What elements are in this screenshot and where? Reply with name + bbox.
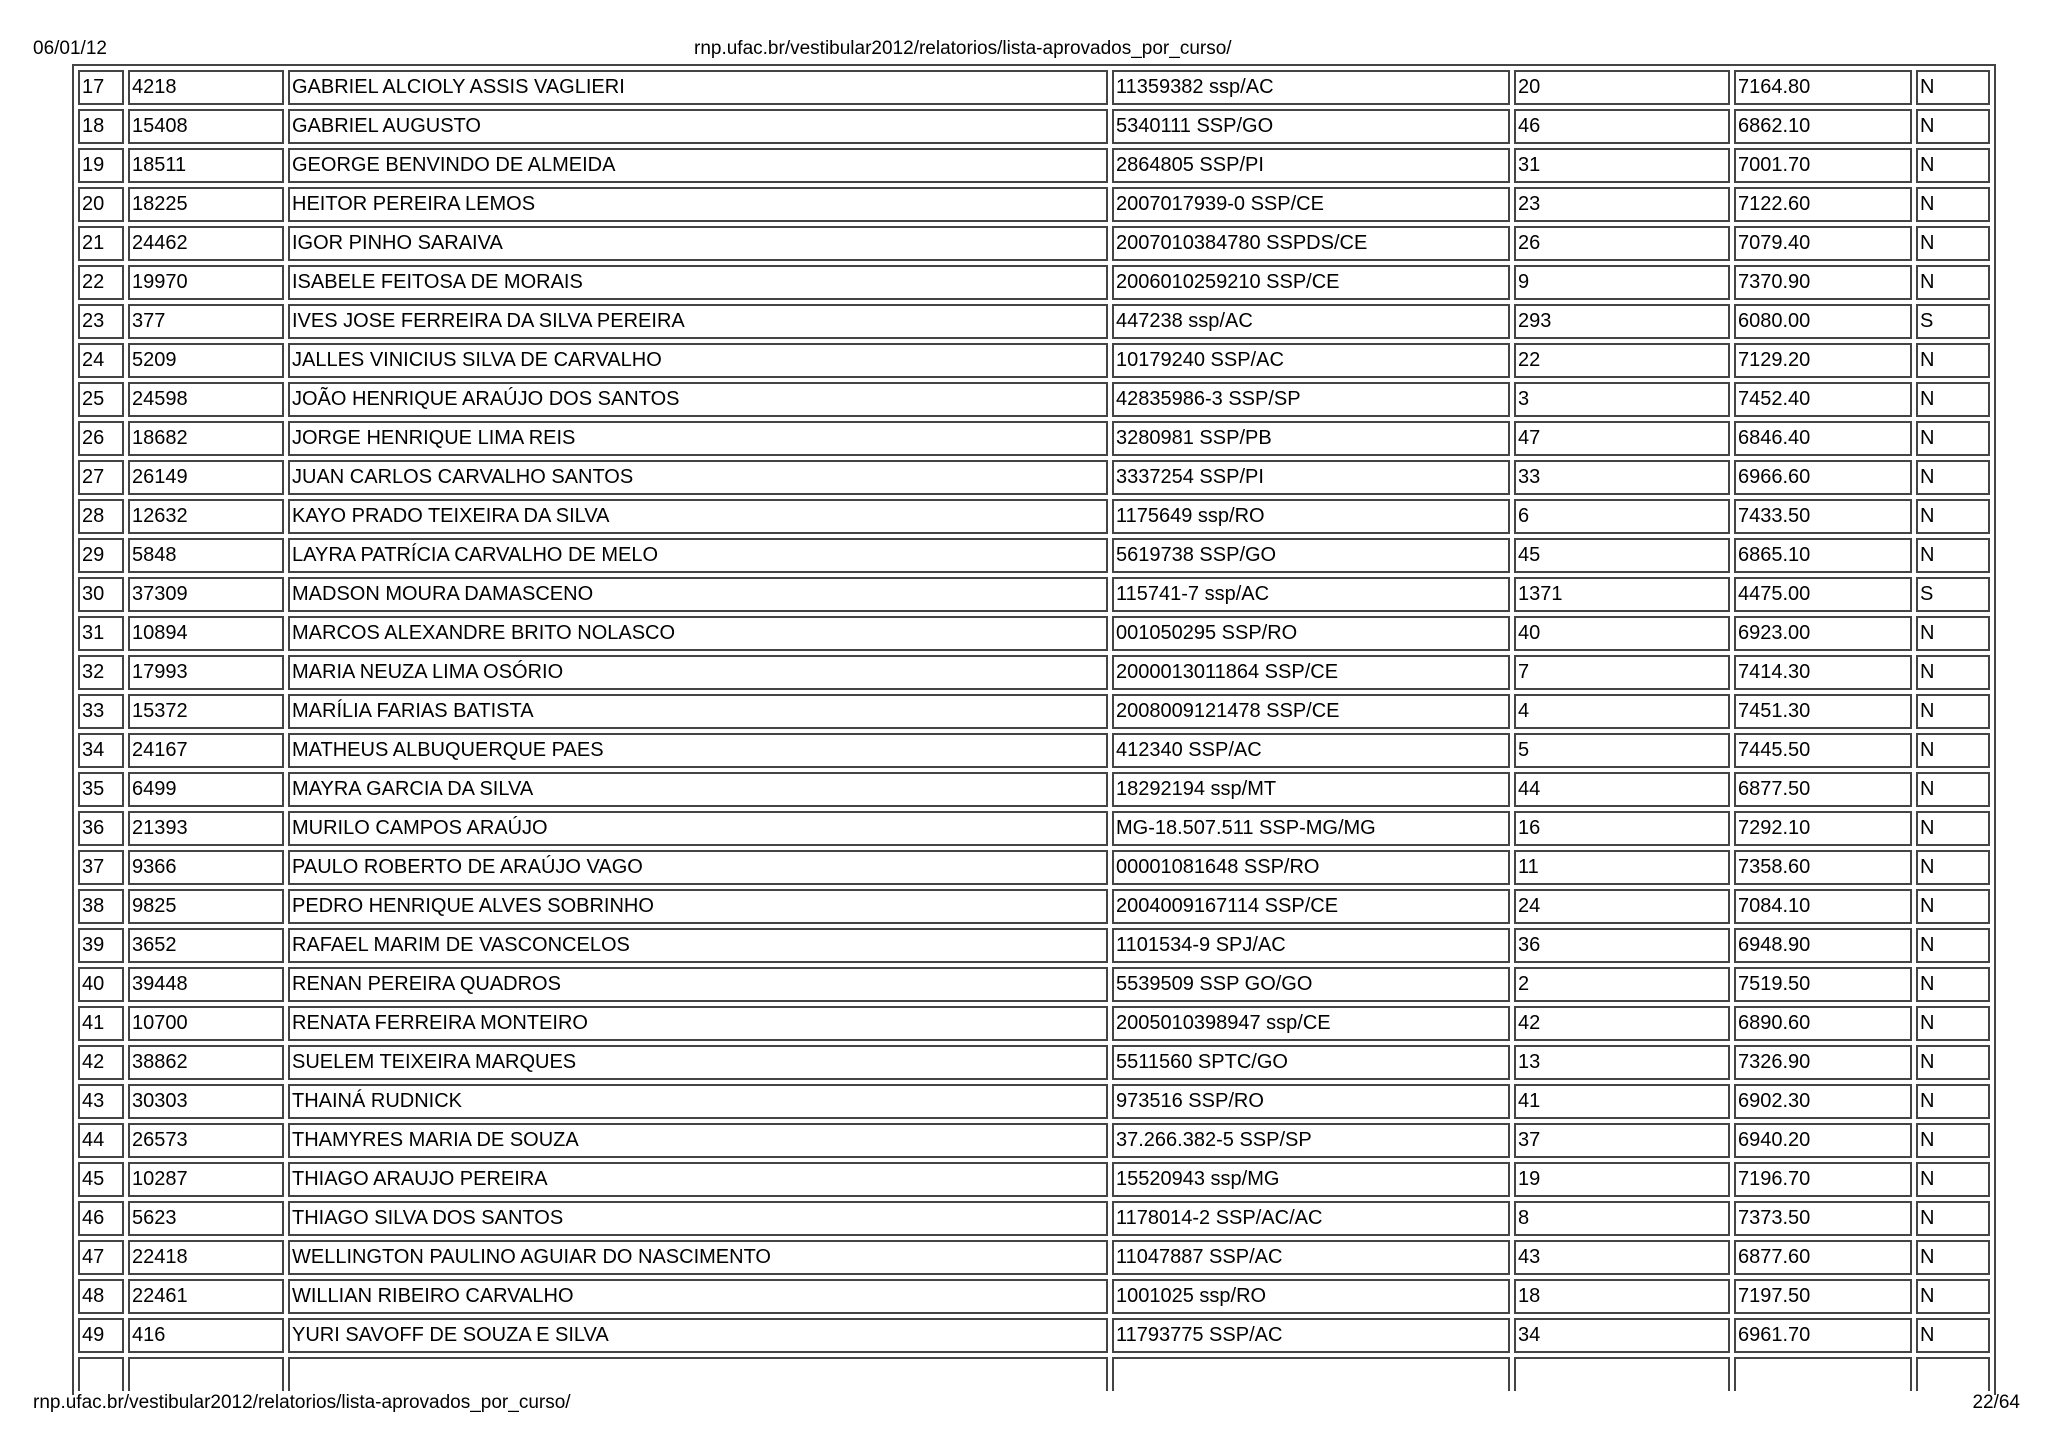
rank-cell: 4: [1514, 694, 1730, 729]
id-document-cell: 2864805 SSP/PI: [1112, 148, 1510, 183]
registration-cell: 24462: [128, 226, 284, 261]
table-row: [78, 967, 1990, 1002]
score-cell: 6877.60: [1734, 1240, 1912, 1275]
registration-cell: 15372: [128, 694, 284, 729]
registration-cell: 22418: [128, 1240, 284, 1275]
score-cell: 7414.30: [1734, 655, 1912, 690]
id-document-cell: 5340111 SSP/GO: [1112, 109, 1510, 144]
candidate-name-cell: MARCOS ALEXANDRE BRITO NOLASCO: [288, 616, 1108, 651]
flag-cell: N: [1916, 967, 1990, 1002]
candidate-name-cell: YURI SAVOFF DE SOUZA E SILVA: [288, 1318, 1108, 1353]
rank-cell: 22: [1514, 343, 1730, 378]
candidate-name-cell: ISABELE FEITOSA DE MORAIS: [288, 265, 1108, 300]
rank-cell: 20: [1514, 70, 1730, 105]
flag-cell: N: [1916, 1240, 1990, 1275]
registration-cell: 5848: [128, 538, 284, 573]
flag-cell: N: [1916, 655, 1990, 690]
registration-cell: 15408: [128, 109, 284, 144]
id-document-cell: 3280981 SSP/PB: [1112, 421, 1510, 456]
flag-cell: N: [1916, 1201, 1990, 1236]
row-number-cell: 43: [78, 1084, 124, 1119]
table-row: [78, 694, 1990, 729]
row-number-cell: 18: [78, 109, 124, 144]
rank-cell: 5: [1514, 733, 1730, 768]
score-cell: 7196.70: [1734, 1162, 1912, 1197]
flag-cell: N: [1916, 1123, 1990, 1158]
registration-cell: 10700: [128, 1006, 284, 1041]
candidate-name-cell: SUELEM TEIXEIRA MARQUES: [288, 1045, 1108, 1080]
flag-cell: N: [1916, 616, 1990, 651]
row-number-cell: 30: [78, 577, 124, 612]
score-cell: 6966.60: [1734, 460, 1912, 495]
table-row: [78, 421, 1990, 456]
score-cell: 7358.60: [1734, 850, 1912, 885]
rank-cell: 33: [1514, 460, 1730, 495]
score-cell: 7370.90: [1734, 265, 1912, 300]
candidate-name-cell: PAULO ROBERTO DE ARAÚJO VAGO: [288, 850, 1108, 885]
table-row: [78, 733, 1990, 768]
row-number-cell: 27: [78, 460, 124, 495]
table-body: [78, 70, 1990, 1391]
empty-cell: [1916, 1357, 1990, 1391]
registration-cell: 377: [128, 304, 284, 339]
rank-cell: 43: [1514, 1240, 1730, 1275]
id-document-cell: MG-18.507.511 SSP-MG/MG: [1112, 811, 1510, 846]
registration-cell: 26149: [128, 460, 284, 495]
rank-cell: 26: [1514, 226, 1730, 261]
candidate-name-cell: THIAGO SILVA DOS SANTOS: [288, 1201, 1108, 1236]
candidate-name-cell: MATHEUS ALBUQUERQUE PAES: [288, 733, 1108, 768]
score-cell: 7197.50: [1734, 1279, 1912, 1314]
candidate-name-cell: RENATA FERREIRA MONTEIRO: [288, 1006, 1108, 1041]
row-number-cell: 45: [78, 1162, 124, 1197]
flag-cell: N: [1916, 1279, 1990, 1314]
flag-cell: N: [1916, 1006, 1990, 1041]
score-cell: 7001.70: [1734, 148, 1912, 183]
score-cell: 7519.50: [1734, 967, 1912, 1002]
registration-cell: 39448: [128, 967, 284, 1002]
row-number-cell: 46: [78, 1201, 124, 1236]
id-document-cell: 412340 SSP/AC: [1112, 733, 1510, 768]
registration-cell: 10287: [128, 1162, 284, 1197]
registration-cell: 17993: [128, 655, 284, 690]
row-number-cell: 39: [78, 928, 124, 963]
flag-cell: N: [1916, 850, 1990, 885]
table-row: [78, 460, 1990, 495]
table-row: [78, 772, 1990, 807]
score-cell: 7445.50: [1734, 733, 1912, 768]
candidate-name-cell: GEORGE BENVINDO DE ALMEIDA: [288, 148, 1108, 183]
rank-cell: 40: [1514, 616, 1730, 651]
flag-cell: N: [1916, 1162, 1990, 1197]
row-number-cell: 23: [78, 304, 124, 339]
row-number-cell: 21: [78, 226, 124, 261]
rank-cell: 37: [1514, 1123, 1730, 1158]
candidate-name-cell: MARÍLIA FARIAS BATISTA: [288, 694, 1108, 729]
score-cell: 7164.80: [1734, 70, 1912, 105]
id-document-cell: 2005010398947 ssp/CE: [1112, 1006, 1510, 1041]
candidate-name-cell: RENAN PEREIRA QUADROS: [288, 967, 1108, 1002]
candidate-name-cell: RAFAEL MARIM DE VASCONCELOS: [288, 928, 1108, 963]
flag-cell: N: [1916, 187, 1990, 222]
empty-cell: [288, 1357, 1108, 1391]
id-document-cell: 2004009167114 SSP/CE: [1112, 889, 1510, 924]
rank-cell: 44: [1514, 772, 1730, 807]
table-row: [78, 265, 1990, 300]
row-number-cell: 19: [78, 148, 124, 183]
score-cell: 6940.20: [1734, 1123, 1912, 1158]
rank-cell: 24: [1514, 889, 1730, 924]
score-cell: 6923.00: [1734, 616, 1912, 651]
score-cell: 7084.10: [1734, 889, 1912, 924]
candidate-name-cell: KAYO PRADO TEIXEIRA DA SILVA: [288, 499, 1108, 534]
print-header-url: rnp.ufac.br/vestibular2012/relatorios/lista-aprovados_por_curso/: [694, 38, 1232, 59]
rank-cell: 16: [1514, 811, 1730, 846]
id-document-cell: 5619738 SSP/GO: [1112, 538, 1510, 573]
score-cell: 7292.10: [1734, 811, 1912, 846]
candidate-name-cell: MAYRA GARCIA DA SILVA: [288, 772, 1108, 807]
row-number-cell: 41: [78, 1006, 124, 1041]
id-document-cell: 2008009121478 SSP/CE: [1112, 694, 1510, 729]
rank-cell: 42: [1514, 1006, 1730, 1041]
row-number-cell: 40: [78, 967, 124, 1002]
flag-cell: N: [1916, 70, 1990, 105]
flag-cell: N: [1916, 1084, 1990, 1119]
score-cell: 7122.60: [1734, 187, 1912, 222]
row-number-cell: 31: [78, 616, 124, 651]
candidate-name-cell: MADSON MOURA DAMASCENO: [288, 577, 1108, 612]
id-document-cell: 001050295 SSP/RO: [1112, 616, 1510, 651]
flag-cell: N: [1916, 382, 1990, 417]
table-row: [78, 616, 1990, 651]
candidate-name-cell: JOÃO HENRIQUE ARAÚJO DOS SANTOS: [288, 382, 1108, 417]
row-number-cell: 32: [78, 655, 124, 690]
id-document-cell: 1001025 ssp/RO: [1112, 1279, 1510, 1314]
score-cell: 7433.50: [1734, 499, 1912, 534]
candidate-name-cell: JUAN CARLOS CARVALHO SANTOS: [288, 460, 1108, 495]
rank-cell: 45: [1514, 538, 1730, 573]
row-number-cell: 44: [78, 1123, 124, 1158]
candidate-name-cell: THAMYRES MARIA DE SOUZA: [288, 1123, 1108, 1158]
row-number-cell: 29: [78, 538, 124, 573]
registration-cell: 30303: [128, 1084, 284, 1119]
rank-cell: 31: [1514, 148, 1730, 183]
table-row: [78, 148, 1990, 183]
page-number: 22/64: [1972, 1392, 2020, 1413]
registration-cell: 10894: [128, 616, 284, 651]
id-document-cell: 10179240 SSP/AC: [1112, 343, 1510, 378]
registration-cell: 21393: [128, 811, 284, 846]
table-row: [78, 1084, 1990, 1119]
candidate-name-cell: WILLIAN RIBEIRO CARVALHO: [288, 1279, 1108, 1314]
table-row: [78, 889, 1990, 924]
row-number-cell: 24: [78, 343, 124, 378]
row-number-cell: 49: [78, 1318, 124, 1353]
rank-cell: 293: [1514, 304, 1730, 339]
table-row: [78, 655, 1990, 690]
rank-cell: 8: [1514, 1201, 1730, 1236]
flag-cell: N: [1916, 1318, 1990, 1353]
flag-cell: S: [1916, 577, 1990, 612]
flag-cell: N: [1916, 421, 1990, 456]
id-document-cell: 1175649 ssp/RO: [1112, 499, 1510, 534]
id-document-cell: 2006010259210 SSP/CE: [1112, 265, 1510, 300]
table-row: [78, 226, 1990, 261]
registration-cell: 18682: [128, 421, 284, 456]
rank-cell: 46: [1514, 109, 1730, 144]
print-footer-url: rnp.ufac.br/vestibular2012/relatorios/lista-aprovados_por_curso/: [33, 1392, 571, 1413]
candidate-name-cell: MURILO CAMPOS ARAÚJO: [288, 811, 1108, 846]
flag-cell: N: [1916, 694, 1990, 729]
row-number-cell: 22: [78, 265, 124, 300]
candidate-name-cell: MARIA NEUZA LIMA OSÓRIO: [288, 655, 1108, 690]
registration-cell: 38862: [128, 1045, 284, 1080]
table-row-continuation: [78, 1357, 1990, 1391]
registration-cell: 18511: [128, 148, 284, 183]
empty-cell: [1112, 1357, 1510, 1391]
table-row: [78, 577, 1990, 612]
registration-cell: 24598: [128, 382, 284, 417]
rank-cell: 23: [1514, 187, 1730, 222]
empty-cell: [1514, 1357, 1730, 1391]
id-document-cell: 447238 ssp/AC: [1112, 304, 1510, 339]
table-row: [78, 1201, 1990, 1236]
registration-cell: 9366: [128, 850, 284, 885]
id-document-cell: 5511560 SPTC/GO: [1112, 1045, 1510, 1080]
table-row: [78, 1045, 1990, 1080]
score-cell: 6948.90: [1734, 928, 1912, 963]
row-number-cell: 47: [78, 1240, 124, 1275]
candidate-name-cell: JALLES VINICIUS SILVA DE CARVALHO: [288, 343, 1108, 378]
candidate-name-cell: IGOR PINHO SARAIVA: [288, 226, 1108, 261]
row-number-cell: 48: [78, 1279, 124, 1314]
registration-cell: 12632: [128, 499, 284, 534]
id-document-cell: 11047887 SSP/AC: [1112, 1240, 1510, 1275]
table-row: [78, 187, 1990, 222]
table-row: [78, 70, 1990, 105]
rank-cell: 34: [1514, 1318, 1730, 1353]
candidate-name-cell: JORGE HENRIQUE LIMA REIS: [288, 421, 1108, 456]
candidate-name-cell: THIAGO ARAUJO PEREIRA: [288, 1162, 1108, 1197]
id-document-cell: 42835986-3 SSP/SP: [1112, 382, 1510, 417]
flag-cell: N: [1916, 1045, 1990, 1080]
registration-cell: 18225: [128, 187, 284, 222]
flag-cell: N: [1916, 889, 1990, 924]
score-cell: 6846.40: [1734, 421, 1912, 456]
table-row: [78, 928, 1990, 963]
row-number-cell: 26: [78, 421, 124, 456]
id-document-cell: 11359382 ssp/AC: [1112, 70, 1510, 105]
rank-cell: 18: [1514, 1279, 1730, 1314]
score-cell: 7326.90: [1734, 1045, 1912, 1080]
row-number-cell: 34: [78, 733, 124, 768]
row-number-cell: 35: [78, 772, 124, 807]
row-number-cell: 36: [78, 811, 124, 846]
registration-cell: 5623: [128, 1201, 284, 1236]
table-row: [78, 1006, 1990, 1041]
registration-cell: 4218: [128, 70, 284, 105]
id-document-cell: 2000013011864 SSP/CE: [1112, 655, 1510, 690]
table-row: [78, 1318, 1990, 1353]
flag-cell: N: [1916, 226, 1990, 261]
id-document-cell: 1101534-9 SPJ/AC: [1112, 928, 1510, 963]
registration-cell: 26573: [128, 1123, 284, 1158]
candidate-name-cell: THAINÁ RUDNICK: [288, 1084, 1108, 1119]
row-number-cell: 28: [78, 499, 124, 534]
table-row: [78, 499, 1990, 534]
table-row: [78, 811, 1990, 846]
score-cell: 7373.50: [1734, 1201, 1912, 1236]
id-document-cell: 18292194 ssp/MT: [1112, 772, 1510, 807]
flag-cell: N: [1916, 499, 1990, 534]
id-document-cell: 115741-7 ssp/AC: [1112, 577, 1510, 612]
table-row: [78, 382, 1990, 417]
score-cell: 4475.00: [1734, 577, 1912, 612]
score-cell: 6877.50: [1734, 772, 1912, 807]
registration-cell: 9825: [128, 889, 284, 924]
candidate-name-cell: GABRIEL AUGUSTO: [288, 109, 1108, 144]
table-row: [78, 1279, 1990, 1314]
score-cell: 6862.10: [1734, 109, 1912, 144]
flag-cell: N: [1916, 343, 1990, 378]
table-row: [78, 850, 1990, 885]
rank-cell: 9: [1514, 265, 1730, 300]
candidate-name-cell: PEDRO HENRIQUE ALVES SOBRINHO: [288, 889, 1108, 924]
empty-cell: [1734, 1357, 1912, 1391]
registration-cell: 416: [128, 1318, 284, 1353]
candidate-name-cell: HEITOR PEREIRA LEMOS: [288, 187, 1108, 222]
rank-cell: 3: [1514, 382, 1730, 417]
empty-cell: [128, 1357, 284, 1391]
registration-cell: 6499: [128, 772, 284, 807]
candidate-name-cell: GABRIEL ALCIOLY ASSIS VAGLIERI: [288, 70, 1108, 105]
rank-cell: 7: [1514, 655, 1730, 690]
row-number-cell: 33: [78, 694, 124, 729]
score-cell: 6961.70: [1734, 1318, 1912, 1353]
candidate-name-cell: IVES JOSE FERREIRA DA SILVA PEREIRA: [288, 304, 1108, 339]
approved-candidates-table: [72, 64, 1996, 1395]
rank-cell: 13: [1514, 1045, 1730, 1080]
table-row: [78, 304, 1990, 339]
table-row: [78, 1240, 1990, 1275]
flag-cell: S: [1916, 304, 1990, 339]
row-number-cell: 37: [78, 850, 124, 885]
empty-cell: [78, 1357, 124, 1391]
row-number-cell: 25: [78, 382, 124, 417]
score-cell: 6080.00: [1734, 304, 1912, 339]
id-document-cell: 00001081648 SSP/RO: [1112, 850, 1510, 885]
rank-cell: 1371: [1514, 577, 1730, 612]
rank-cell: 11: [1514, 850, 1730, 885]
table-row: [78, 1162, 1990, 1197]
rank-cell: 6: [1514, 499, 1730, 534]
candidate-name-cell: WELLINGTON PAULINO AGUIAR DO NASCIMENTO: [288, 1240, 1108, 1275]
registration-cell: 24167: [128, 733, 284, 768]
rank-cell: 36: [1514, 928, 1730, 963]
flag-cell: N: [1916, 928, 1990, 963]
flag-cell: N: [1916, 265, 1990, 300]
flag-cell: N: [1916, 733, 1990, 768]
score-cell: 7129.20: [1734, 343, 1912, 378]
rank-cell: 2: [1514, 967, 1730, 1002]
table-row: [78, 538, 1990, 573]
flag-cell: N: [1916, 538, 1990, 573]
rank-cell: 41: [1514, 1084, 1730, 1119]
id-document-cell: 5539509 SSP GO/GO: [1112, 967, 1510, 1002]
score-cell: 7451.30: [1734, 694, 1912, 729]
score-cell: 7079.40: [1734, 226, 1912, 261]
flag-cell: N: [1916, 772, 1990, 807]
id-document-cell: 1178014-2 SSP/AC/AC: [1112, 1201, 1510, 1236]
registration-cell: 3652: [128, 928, 284, 963]
rank-cell: 19: [1514, 1162, 1730, 1197]
score-cell: 6902.30: [1734, 1084, 1912, 1119]
id-document-cell: 15520943 ssp/MG: [1112, 1162, 1510, 1197]
rank-cell: 47: [1514, 421, 1730, 456]
score-cell: 6890.60: [1734, 1006, 1912, 1041]
flag-cell: N: [1916, 109, 1990, 144]
score-cell: 7452.40: [1734, 382, 1912, 417]
id-document-cell: 973516 SSP/RO: [1112, 1084, 1510, 1119]
registration-cell: 37309: [128, 577, 284, 612]
table-row: [78, 109, 1990, 144]
registration-cell: 5209: [128, 343, 284, 378]
id-document-cell: 3337254 SSP/PI: [1112, 460, 1510, 495]
id-document-cell: 37.266.382-5 SSP/SP: [1112, 1123, 1510, 1158]
print-date: 06/01/12: [33, 38, 107, 59]
registration-cell: 19970: [128, 265, 284, 300]
table-row: [78, 343, 1990, 378]
row-number-cell: 17: [78, 70, 124, 105]
score-cell: 6865.10: [1734, 538, 1912, 573]
id-document-cell: 11793775 SSP/AC: [1112, 1318, 1510, 1353]
row-number-cell: 42: [78, 1045, 124, 1080]
table-row: [78, 1123, 1990, 1158]
id-document-cell: 2007010384780 SSPDS/CE: [1112, 226, 1510, 261]
row-number-cell: 38: [78, 889, 124, 924]
flag-cell: N: [1916, 811, 1990, 846]
flag-cell: N: [1916, 460, 1990, 495]
id-document-cell: 2007017939-0 SSP/CE: [1112, 187, 1510, 222]
candidate-name-cell: LAYRA PATRÍCIA CARVALHO DE MELO: [288, 538, 1108, 573]
row-number-cell: 20: [78, 187, 124, 222]
flag-cell: N: [1916, 148, 1990, 183]
registration-cell: 22461: [128, 1279, 284, 1314]
